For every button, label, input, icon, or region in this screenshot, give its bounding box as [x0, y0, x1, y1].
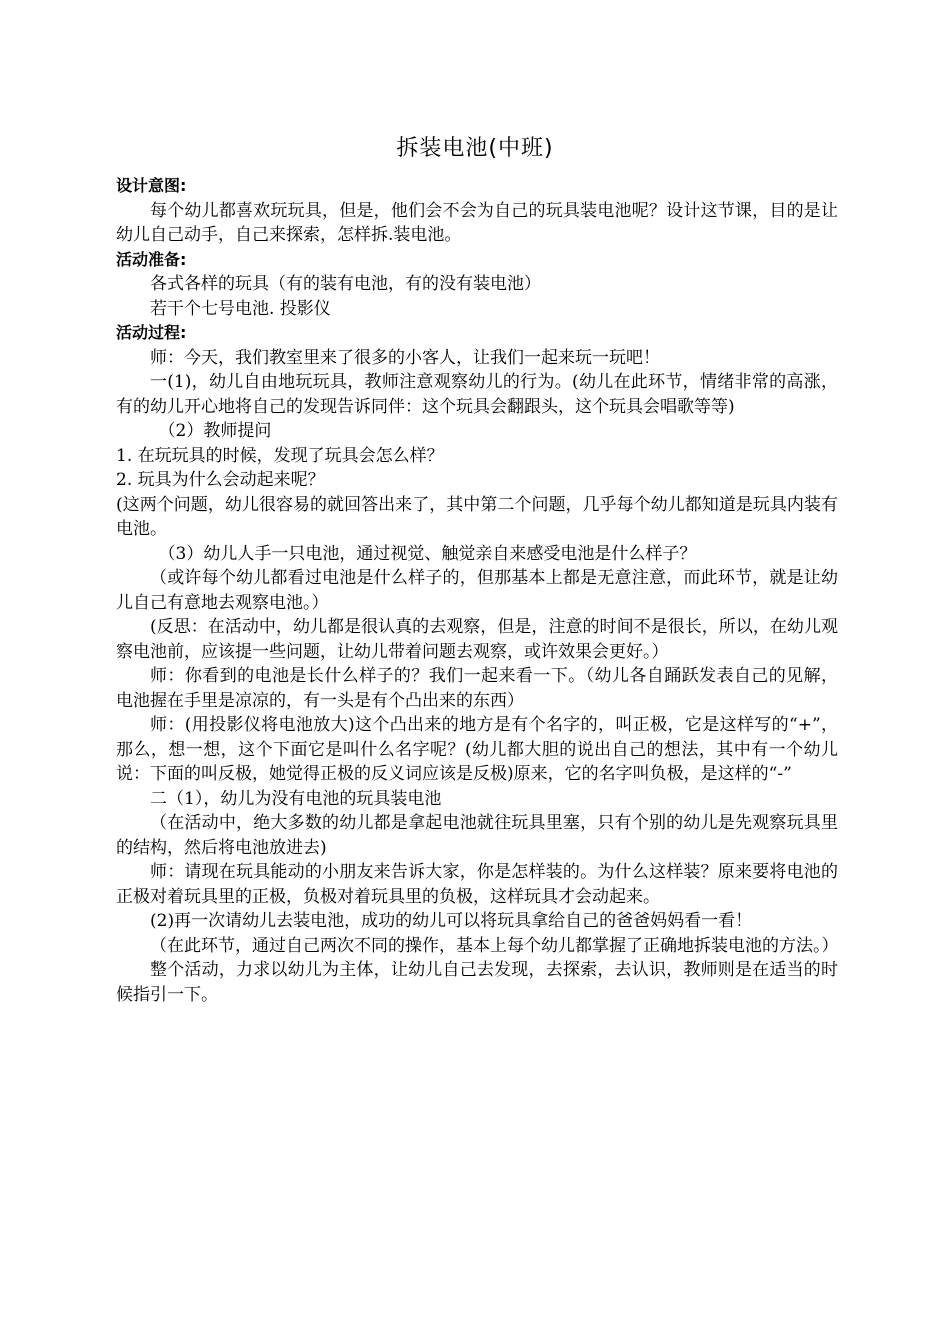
document-body [116, 174, 838, 1007]
paragraph: （在活动中，绝大多数的幼儿都是拿起电池就往玩具里塞，只有个别的幼儿是先观察玩具里的结构，然后将电池放进去) [116, 813, 838, 858]
paragraph: 师：请现在玩具能动的小朋友来告诉大家，你是怎样装的。为什么这样装？原来要将电池的正极对着玩具里的正极，负极对着玩具里的负极，这样玩具才会动起来。 [116, 862, 838, 907]
paragraph: （2）教师提问 [158, 421, 272, 441]
page-title: 拆装电池(中班) [396, 136, 554, 161]
paragraph: 师：今天，我们教室里来了很多的小客人，让我们一起来玩一玩吧！ [150, 347, 660, 368]
paragraph: (反思：在活动中，幼儿都是很认真的去观察，但是，注意的时间不是很长，所以，在幼儿观察电池前，应该提一些问题，让幼儿带着问题去观察，或许效果会更好。） [116, 617, 838, 662]
paragraph: 二（1），幼儿为没有电池的玩具装电池 [150, 788, 442, 809]
paragraph: 各式各样的玩具（有的装有电池，有的没有装电池） [150, 274, 541, 294]
paragraph: 整个活动，力求以幼儿为主体，让幼儿自己去发现，去探索，去认识，教师则是在适当的时候指引一下。 [116, 960, 838, 1005]
paragraph: 师：你看到的电池是长什么样子的？我们一起来看一下。（幼儿各自踊跃发表自己的见解，电池握在手里是凉凉的，有一头是有个凸出来的东西） [116, 666, 838, 711]
paragraph: 每个幼儿都喜欢玩玩具，但是，他们会不会为自己的玩具装电池呢？设计这节课，目的是让幼儿自己动手，自己来探索，怎样拆.装电池。 [116, 200, 838, 245]
paragraph: 一(1)，幼儿自由地玩玩具，教师注意观察幼儿的行为。(幼儿在此环节，情绪非常的高涨，有的幼儿开心地将自己的发现告诉同伴：这个玩具会翻跟头，这个玩具会唱歌等等) [116, 372, 838, 417]
paragraph: (这两个问题，幼儿很容易的就回答出来了，其中第二个问题，几乎每个幼儿都知道是玩具内装有电池。 [116, 494, 838, 539]
paragraph: （3）幼儿人手一只电池，通过视觉、触觉亲自来感受电池是什么样子？ [158, 543, 697, 564]
section-heading-process: 活动过程: [116, 323, 187, 342]
section-heading-preparation: 活动准备: [116, 249, 187, 269]
paragraph: (2)再一次请幼儿去装电池，成功的幼儿可以将玩具拿给自己的爸爸妈妈看一看！ [150, 911, 753, 931]
paragraph: （在此环节，通过自己两次不同的操作，基本上每个幼儿都掌握了正确地拆装电池的方法。） [150, 935, 839, 956]
paragraph: 1. 在玩玩具的时候，发现了玩具会怎么样？ [116, 445, 444, 466]
paragraph: 若干个七号电池. 投影仪 [150, 298, 331, 319]
paragraph: 师：(用投影仪将电池放大)这个凸出来的地方是有个名字的，叫正极，它是这样写的“+”，那么，想一想，这个下面它是叫什么名字呢？(幼儿都大胆的说出自己的想法，其中有一个幼儿说：下面的叫反极，她觉得正极的反义词应该是反极)原来，它的名字叫负极，是这样的“-” [116, 715, 838, 784]
section-heading-design: 设计意图: [116, 176, 187, 195]
paragraph: 2. 玩具为什么会动起来呢？ [116, 470, 325, 490]
paragraph: （或许每个幼儿都看过电池是什么样子的，但那基本上都是无意注意，而此环节，就是让幼儿自己有意地去观察电池。） [116, 568, 838, 613]
